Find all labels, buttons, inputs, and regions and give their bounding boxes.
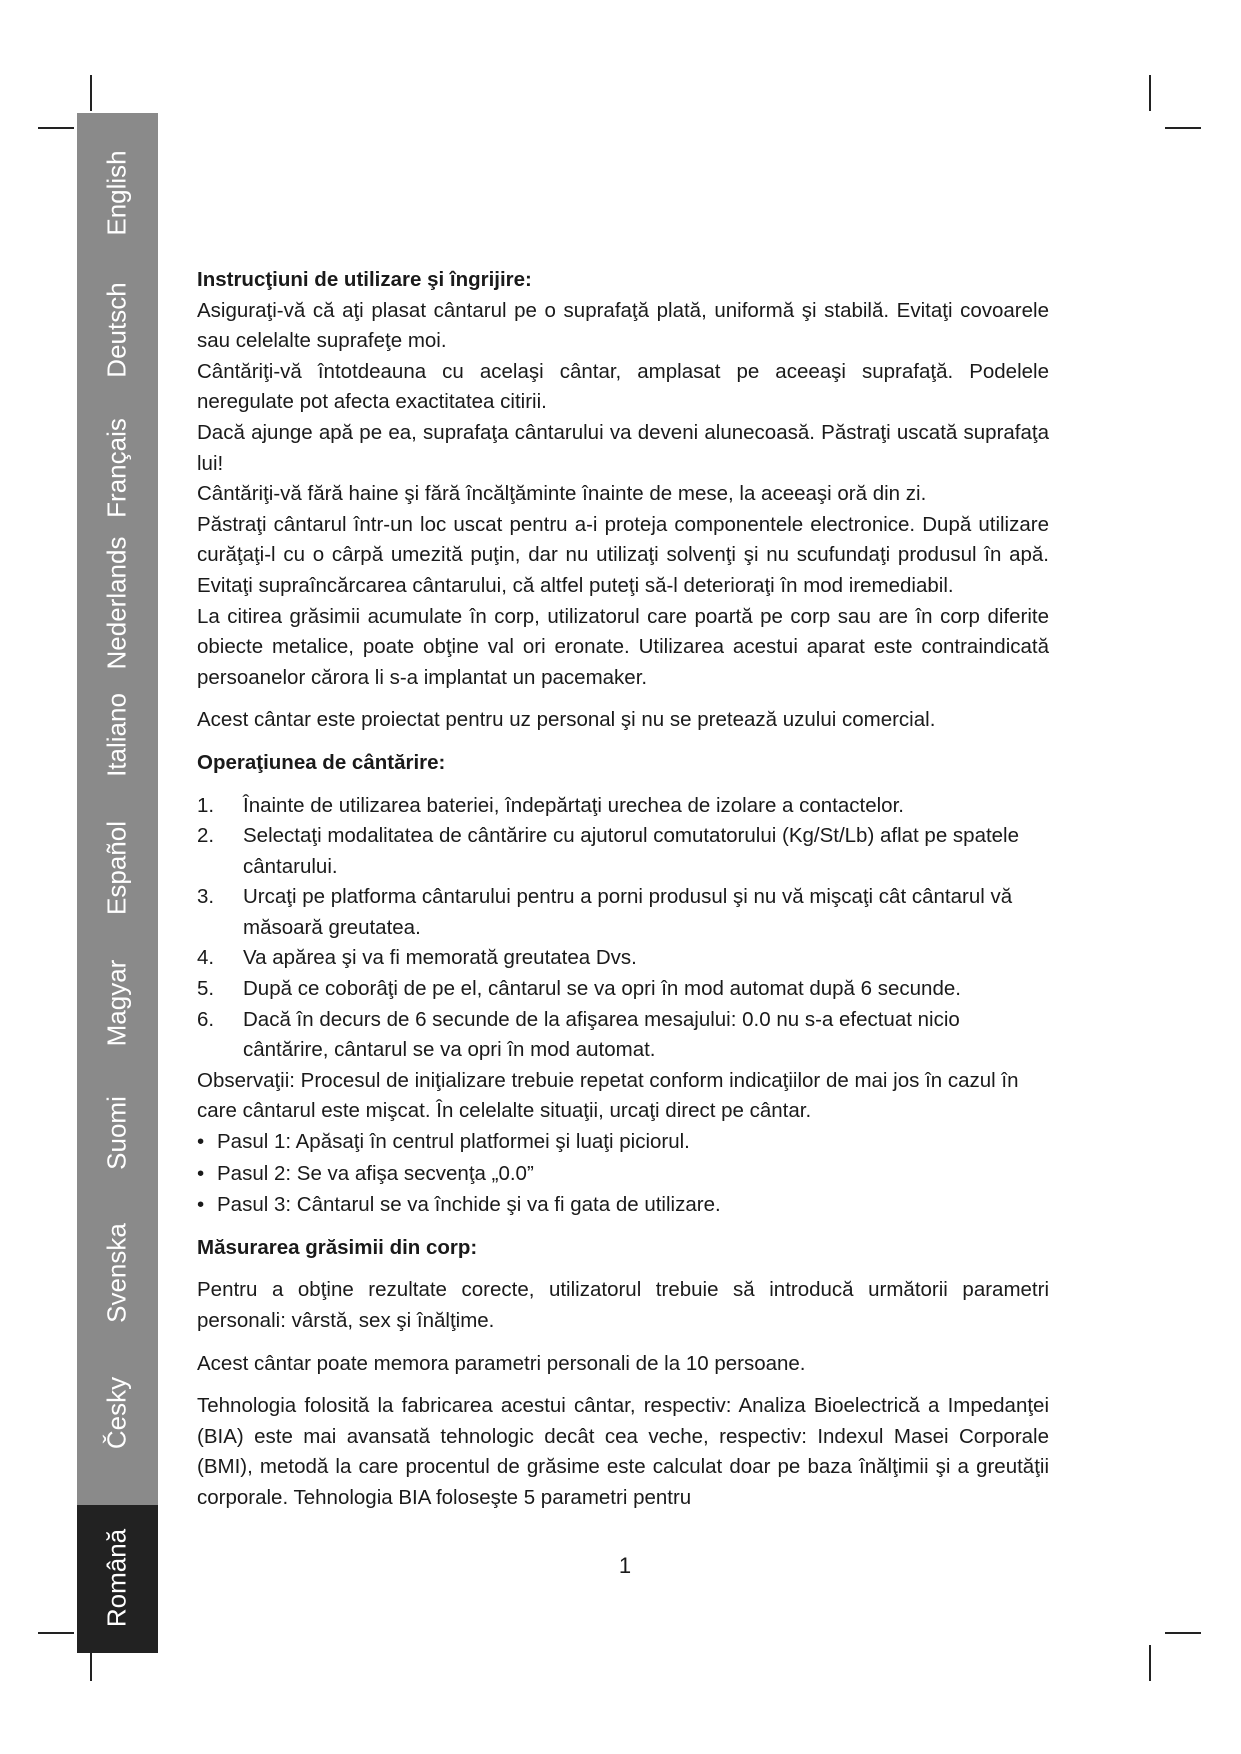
step-text: Va apărea şi va fi memorată greutatea Dvs. (243, 946, 637, 970)
paragraph: Cântăriţi-vă întotdeauna cu acelaşi cântar, amplasat pe aceeaşi suprafaţă. Podelele neregulate pot afecta exactitatea citirii. (197, 359, 1049, 414)
step-number: 5. (197, 977, 215, 1001)
paragraph: Dacă ajunge apă pe ea, suprafaţa cântarului va deveni alunecoasă. Păstraţi uscată suprafaţa lui! (197, 420, 1049, 475)
step-text: După ce coborâţi de pe el, cântarul se va opri în mod automat după 6 secunde. (243, 977, 961, 1001)
step-text: Dacă în decurs de 6 secunde de la afişarea mesajului: 0.0 nu s-a efectuat nicio cântărire, cântarul se va opri în mod automat. (243, 1007, 960, 1062)
list-item (197, 974, 1049, 1005)
language-sidebar (77, 113, 158, 1653)
step-text: Urcaţi pe platforma cântarului pentru a porni produsul şi nu vă mişcaţi cât cântarul vă măsoară greutatea. (243, 885, 1013, 939)
observations-paragraph: Observaţii: Procesul de iniţializare trebuie repetat conform indicaţiilor de mai jos în cazul în care cântarul este mişcat. În celelalte situaţii, urcaţi direct pe cântar. (197, 1068, 1019, 1123)
list-item: • Pasul 3: Cântarul se va închide şi va fi gata de utilizare. (197, 1190, 1049, 1221)
lang-label-magyar: Magyar (101, 959, 132, 1047)
crop-mark-bottom-right-h (1165, 1632, 1201, 1634)
crop-mark-top-left-h (38, 127, 74, 129)
crop-mark-bottom-left-h (38, 1632, 74, 1634)
paragraph: Cântăriţi-vă fără haine şi fără încălţăminte înainte de mese, la aceeaşi oră din zi. (197, 482, 927, 506)
lang-label-francais: Français (101, 418, 132, 518)
lang-label-english: English (101, 150, 132, 236)
commercial-use-note: Acest cântar este proiectat pentru uz personal şi nu se pretează uzului comercial. (197, 708, 936, 732)
list-item (197, 821, 1049, 882)
lang-label-romana: Română (101, 1528, 132, 1628)
step-number: 3. (197, 885, 215, 909)
step-number: 2. (197, 824, 215, 848)
step-number: 6. (197, 1007, 215, 1031)
step-number: 1. (197, 793, 215, 817)
crop-mark-top-left-v (90, 75, 92, 111)
section-heading-weighing: Operaţiunea de cântărire: (197, 750, 446, 774)
section-heading-usage-care: Instrucţiuni de utilizare şi îngrijire: (197, 268, 532, 291)
lang-label-italiano: Italiano (101, 693, 132, 777)
weighing-steps-list (197, 791, 1049, 1066)
list-item (197, 791, 1049, 822)
step-number: 4. (197, 946, 215, 970)
crop-mark-bottom-right-v (1149, 1645, 1151, 1681)
initialization-steps-list (197, 1127, 1049, 1221)
list-item (197, 1005, 1049, 1066)
lang-label-svenska: Svenska (101, 1223, 132, 1323)
paragraph: Tehnologia folosită la fabricarea acestui cântar, respectiv: Analiza Bioelectrică a Impedanţei (BIA) este mai avansată tehnologic decât cea veche, respectiv: Indexul Masei Corporale (BMI), metodă la care procentul de grăsime este calculat doar pe baza înălţimii şi a greutăţii corporale. Tehnologia BIA foloseşte 5 parametri pentru (197, 1394, 1049, 1509)
crop-mark-top-right-v (1149, 75, 1151, 111)
section-heading-body-fat: Măsurarea grăsimii din corp: (197, 1235, 478, 1259)
list-item: • Pasul 2: Se va afişa secvenţa „0.0” (197, 1159, 1049, 1190)
lang-label-nederlands: Nederlands (101, 536, 132, 670)
lang-label-deutsch: Deutsch (101, 282, 132, 378)
list-item (197, 882, 1049, 943)
lang-label-suomi: Suomi (101, 1096, 132, 1170)
paragraph: La citirea grăsimii acumulate în corp, utilizatorul care poartă pe corp sau are în corp diferite obiecte metalice, poate obţine val ori eronate. Utilizarea acestui aparat este contraindicată persoanelor cărora li s-a implantat un pacemaker. (197, 604, 1049, 689)
crop-mark-top-right-h (1165, 127, 1201, 129)
lang-label-cesky: Česky (101, 1376, 132, 1450)
list-item: • Pasul 1: Apăsaţi în centrul platformei şi luaţi piciorul. (197, 1127, 1049, 1158)
list-item (197, 943, 1049, 974)
paragraph: Acest cântar poate memora parametri personali de la 10 persoane. (197, 1351, 806, 1375)
page-content (197, 265, 1049, 1514)
step-text: Înainte de utilizarea bateriei, îndepărtaţi urechea de izolare a contactelor. (243, 793, 904, 817)
paragraph: Păstraţi cântarul într-un loc uscat pentru a-i proteja componentele electronice. După utilizare curăţaţi-l cu o cârpă umezită puţin, dar nu utilizaţi solvenţi şi nu scufundaţi produsul în apă. Evitaţi supraîncărcarea cântarului, că altfel puteţi să-l deterioraţi în mod iremediabil. (197, 512, 1049, 597)
paragraph: Pentru a obţine rezultate corecte, utilizatorul trebuie să introducă următorii parametri personali: vârstă, sex şi înălţime. (197, 1278, 1049, 1332)
page-number: 1 (618, 1553, 632, 1578)
lang-label-espanol: Español (101, 821, 132, 915)
step-text: Selectaţi modalitatea de cântărire cu ajutorul comutatorului (Kg/St/Lb) aflat pe spatele cântarului. (243, 824, 1020, 878)
paragraph: Asiguraţi-vă că aţi plasat cântarul pe o suprafaţă plată, uniformă şi stabilă. Evitaţi covoarele sau celelalte suprafeţe moi. (197, 298, 1049, 353)
